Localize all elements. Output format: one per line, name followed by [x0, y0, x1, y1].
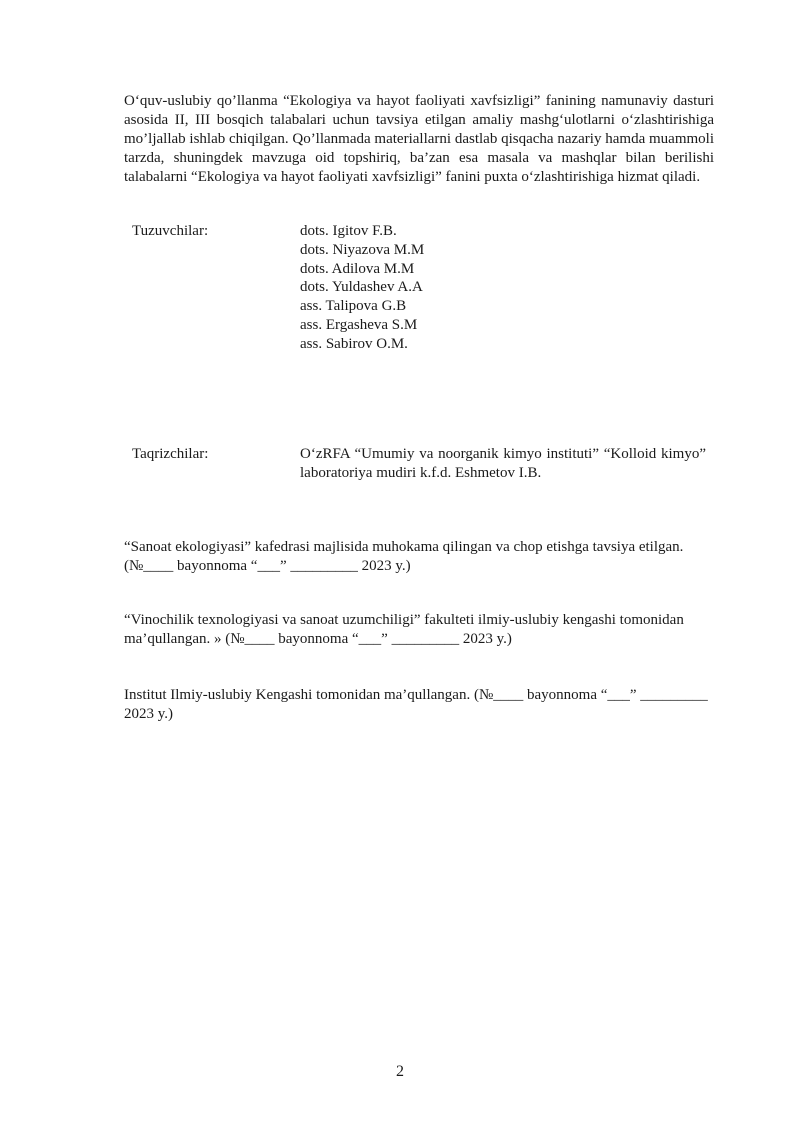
compiler-name: dots. Igitov F.B.: [300, 223, 397, 239]
institute-approval: Institut Ilmiy-uslubiy Kengashi tomonidan ma’qullangan. (№____ bayonnoma “___” _________ 2023 y.): [124, 687, 708, 722]
compilers-list: [300, 222, 424, 354]
compiler-name: dots. Niyazova M.M: [300, 241, 425, 258]
compilers-label: Tuzuvchilar:: [132, 223, 209, 239]
reviewers-text: O‘zRFA “Umumiy va noorganik kimyo instituti” “Kolloid kimyo” laboratoriya mudiri k.f.d. Eshmetov I.B.: [300, 446, 706, 481]
compiler-name: ass. Sabirov O.M.: [300, 335, 408, 352]
page-number: 2: [396, 1063, 404, 1080]
compiler-name: dots. Adilova M.M: [300, 260, 415, 277]
reviewers-label: Taqrizchilar:: [132, 446, 209, 462]
intro-paragraph: O‘quv-uslubiy qo’llanma “Ekologiya va hayot faoliyati xavfsizligi” fanining namunaviy dasturi asosida II, III bosqich talabalari uchun tavsiya etilgan amaliy mashg‘ulotlarni o‘zlashtirishiga mo’ljallab ishlab chiqilgan. Qo’llanmada materiallarni dastlab qisqacha nazariy hamda muammoli tarzda, shuningdek mavzuga oid topshiriq, ba’zan esa masala va mashqlar bilan berilishi talabalarni “Ekologiya va hayot faoliyati xavfsizligi” fanini puxta o‘zlashtirishiga hizmat qiladi.: [124, 93, 714, 185]
compiler-name: dots. Yuldashev A.A: [300, 279, 423, 296]
compiler-name: ass. Ergasheva S.M: [300, 316, 418, 333]
department-approval: “Sanoat ekologiyasi” kafedrasi majlisida muhokama qilingan va chop etishga tavsiya etilgan. (№____ bayonnoma “___” _________ 2023 y.): [124, 539, 684, 574]
faculty-approval: “Vinochilik texnologiyasi va sanoat uzumchiligi” fakulteti ilmiy-uslubiy kengashi tomonidan ma’qullangan. » (№____ bayonnoma “___” _________ 2023 y.): [124, 612, 684, 647]
compiler-name: ass. Talipova G.B: [300, 298, 407, 315]
